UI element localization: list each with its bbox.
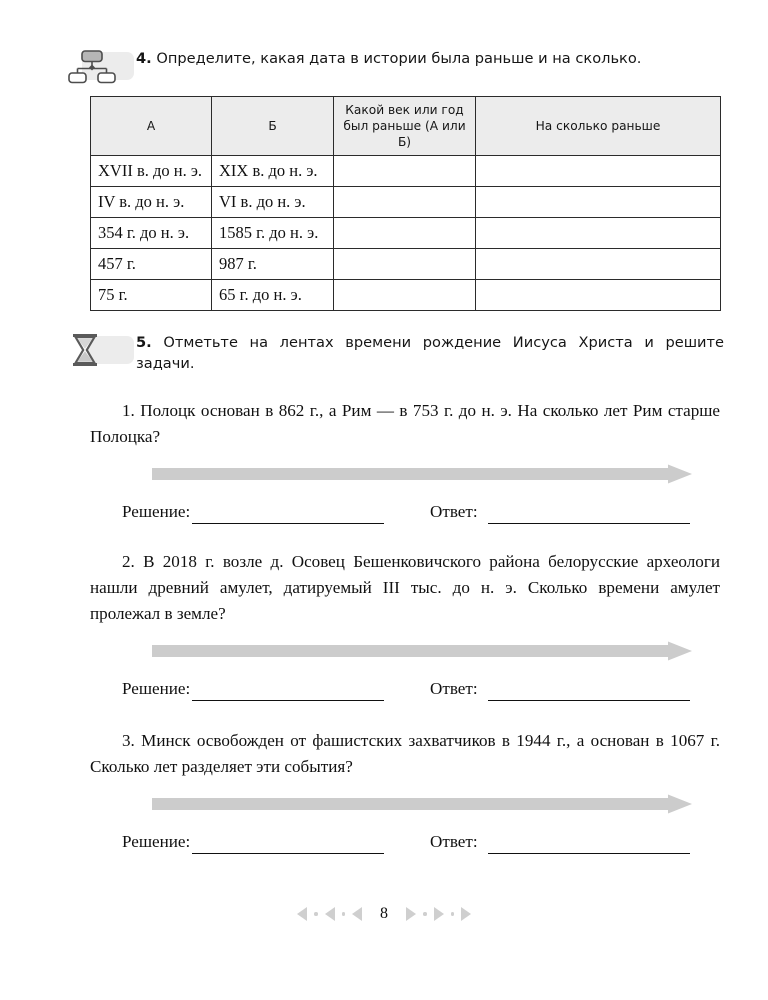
cell-a: 354 г. до н. э. xyxy=(91,218,212,249)
timeline-3[interactable] xyxy=(90,794,720,814)
answer-input-rule[interactable] xyxy=(488,523,690,524)
answer-label: Ответ: xyxy=(430,832,478,851)
table-row xyxy=(91,280,721,311)
cell-which-earlier[interactable] xyxy=(334,187,476,218)
cell-a: XVII в. до н. э. xyxy=(91,156,212,187)
solution-input-rule[interactable] xyxy=(192,523,384,524)
table-row xyxy=(91,249,721,280)
page-footer xyxy=(0,905,768,923)
task-5-heading-text xyxy=(136,332,724,374)
answer-input-rule[interactable] xyxy=(488,700,690,701)
triangle-right-icon xyxy=(406,907,416,921)
cell-how-much-earlier[interactable] xyxy=(476,156,721,187)
problem-1 xyxy=(90,398,720,528)
hierarchy-chart-glyph xyxy=(68,48,116,84)
solution-input-rule[interactable] xyxy=(192,700,384,701)
timeline-arrow-icon xyxy=(90,464,720,484)
cell-b: 65 г. до н. э. xyxy=(212,280,334,311)
timeline-arrow-icon xyxy=(90,641,720,661)
cell-a: 75 г. xyxy=(91,280,212,311)
solution-label: Решение: xyxy=(122,502,191,521)
problem-2-text: 2. В 2018 г. возле д. Осовец Бешенковичского района белорусские археологи нашли древний амулет, датируемый III тыс. до н. э. Сколько времени амулет пролежал в земле? xyxy=(90,552,720,623)
column-header-which-earlier: Какой век или год был раньше (А или Б) xyxy=(334,97,476,156)
cell-which-earlier[interactable] xyxy=(334,249,476,280)
answer-row-2 xyxy=(90,679,720,705)
dot-ornament-icon xyxy=(314,912,318,916)
cell-b: 987 г. xyxy=(212,249,334,280)
triangle-right-icon xyxy=(434,907,444,921)
problem-2 xyxy=(90,549,720,705)
hourglass-glyph xyxy=(68,332,102,368)
dot-ornament-icon xyxy=(342,912,346,916)
task-5-title: Отметьте на лентах времени рождение Иисуса Христа и решите задачи. xyxy=(136,334,725,372)
table-row xyxy=(91,156,721,187)
task-4-number: 4. xyxy=(136,50,152,67)
task-5-heading xyxy=(68,332,724,374)
column-header-b: Б xyxy=(212,97,334,156)
dot-ornament-icon xyxy=(451,912,455,916)
cell-b: 1585 г. до н. э. xyxy=(212,218,334,249)
problem-3-text: 3. Минск освобожден от фашистских захватчиков в 1944 г., а основан в 1067 г. Сколько лет разделяет эти события? xyxy=(90,731,720,776)
timeline-arrow-icon xyxy=(90,794,720,814)
page-number: 8 xyxy=(380,905,388,922)
cell-which-earlier[interactable] xyxy=(334,280,476,311)
cell-which-earlier[interactable] xyxy=(334,156,476,187)
triangle-left-icon xyxy=(297,907,307,921)
table-row xyxy=(91,218,721,249)
table-body xyxy=(91,156,721,311)
cell-how-much-earlier[interactable] xyxy=(476,218,721,249)
problem-1-text: 1. Полоцк основан в 862 г., а Рим — в 753 г. до н. э. На сколько лет Рим старше Полоцка? xyxy=(90,401,720,446)
triangle-right-icon xyxy=(461,907,471,921)
solution-label: Решение: xyxy=(122,832,191,851)
cell-how-much-earlier[interactable] xyxy=(476,280,721,311)
task-5-number: 5. xyxy=(136,334,152,351)
hourglass-icon xyxy=(68,332,134,368)
cell-a: 457 г. xyxy=(91,249,212,280)
answer-label: Ответ: xyxy=(430,679,478,698)
dates-comparison-table xyxy=(90,96,721,311)
cell-how-much-earlier[interactable] xyxy=(476,249,721,280)
table-header-row xyxy=(91,97,721,156)
table-row xyxy=(91,187,721,218)
cell-which-earlier[interactable] xyxy=(334,218,476,249)
answer-input-rule[interactable] xyxy=(488,853,690,854)
column-header-how-much-earlier: На сколько раньше xyxy=(476,97,721,156)
answer-label: Ответ: xyxy=(430,502,478,521)
column-header-a: А xyxy=(91,97,212,156)
timeline-2[interactable] xyxy=(90,641,720,661)
answer-row-3 xyxy=(90,832,720,858)
dot-ornament-icon xyxy=(423,912,427,916)
cell-a: IV в. до н. э. xyxy=(91,187,212,218)
task-4-heading xyxy=(68,48,724,69)
cell-how-much-earlier[interactable] xyxy=(476,187,721,218)
cell-b: XIX в. до н. э. xyxy=(212,156,334,187)
task-4-title: Определите, какая дата в истории была раньше и на сколько. xyxy=(156,50,642,67)
solution-label: Решение: xyxy=(122,679,191,698)
triangle-left-icon xyxy=(325,907,335,921)
hierarchy-chart-icon xyxy=(68,48,134,84)
task-4-heading-text xyxy=(136,48,724,69)
timeline-1[interactable] xyxy=(90,464,720,484)
solution-input-rule[interactable] xyxy=(192,853,384,854)
cell-b: VI в. до н. э. xyxy=(212,187,334,218)
problem-3 xyxy=(90,728,720,858)
triangle-left-icon xyxy=(352,907,362,921)
answer-row-1 xyxy=(90,502,720,528)
